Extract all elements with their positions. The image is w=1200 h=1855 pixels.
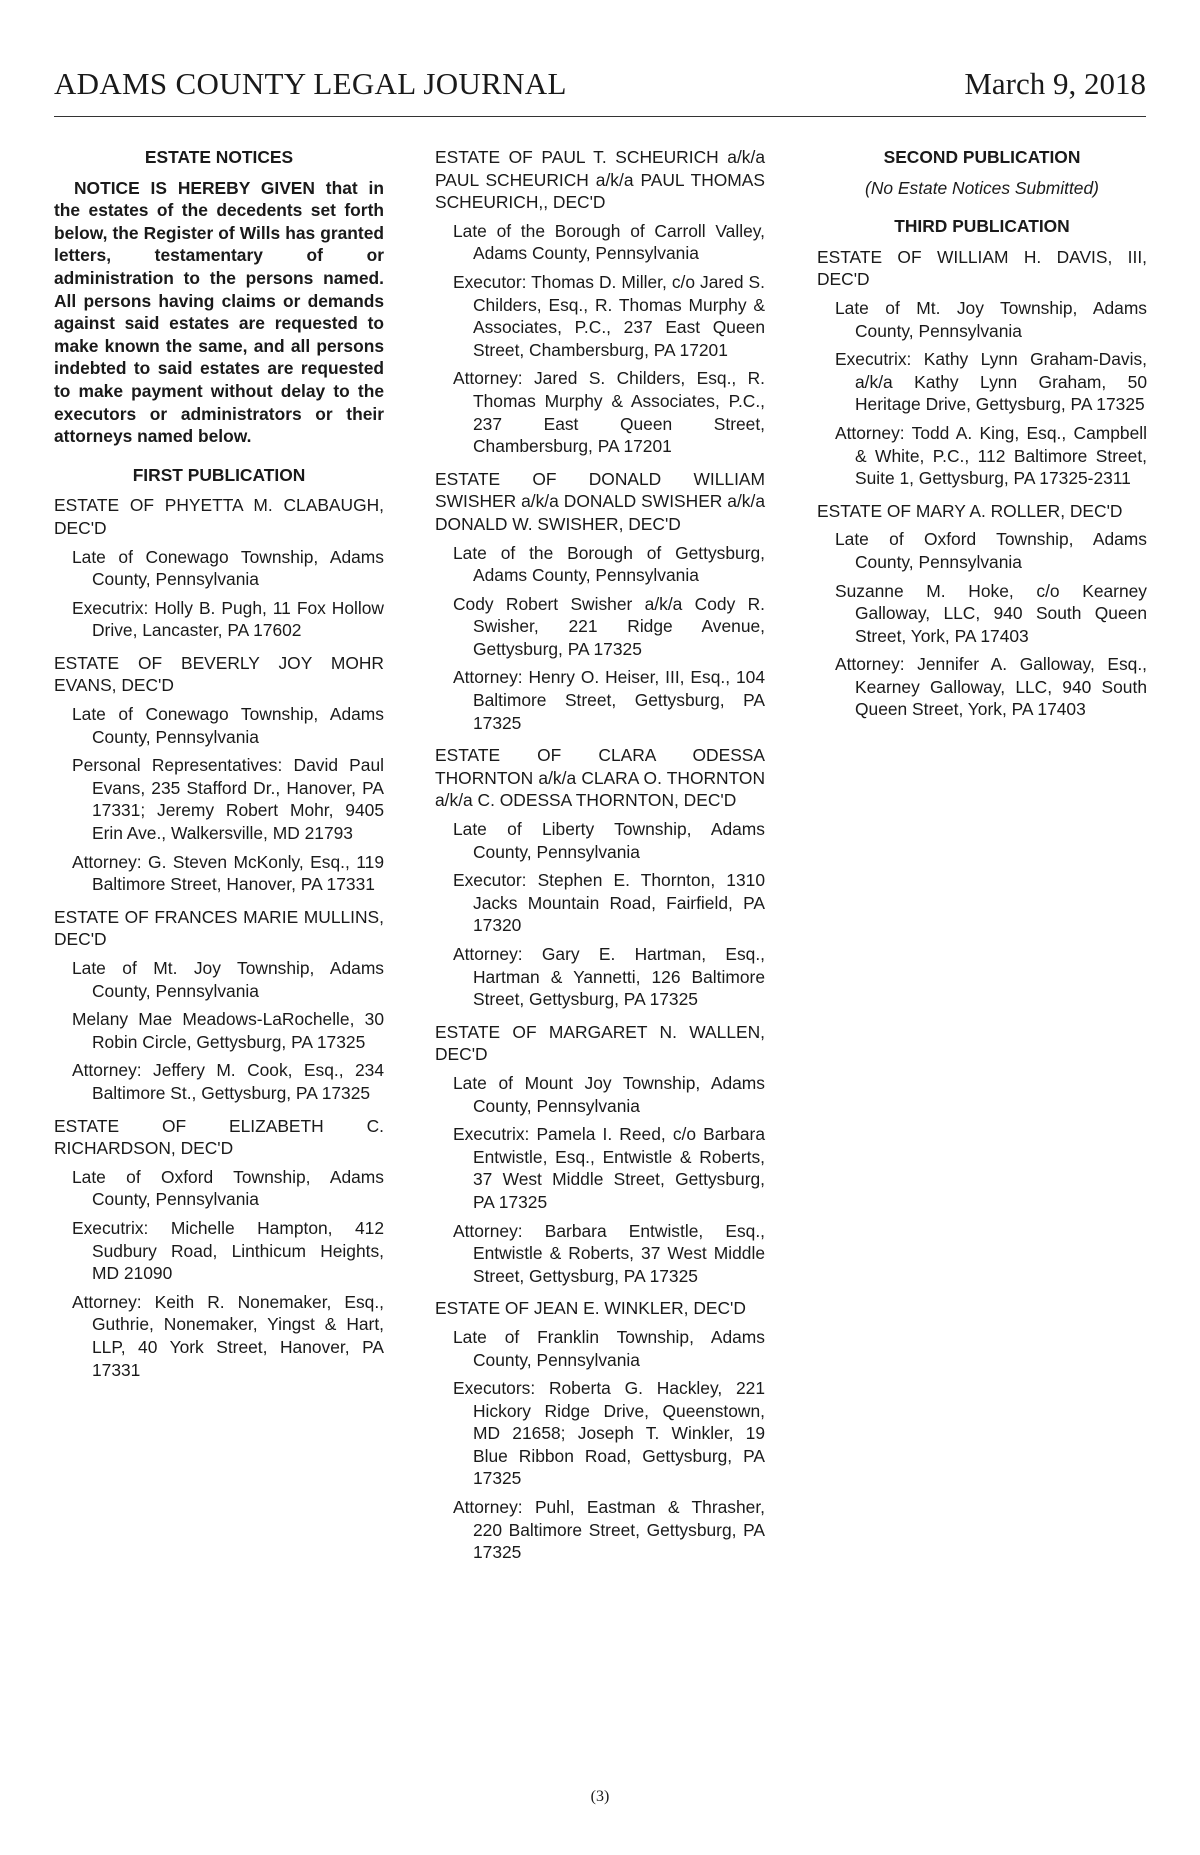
estate-list — [54, 494, 384, 1381]
estate-detail: Executor: Thomas D. Miller, c/o Jared S. Childers, Esq., R. Thomas Murphy & Associates, P.C., 237 East Queen Street, Chambersburg, PA 17201 — [453, 271, 765, 360]
estate-name: ESTATE OF DONALD WILLIAM SWISHER a/k/a DONALD SWISHER a/k/a DONALD W. SWISHER, DEC'D — [435, 468, 765, 534]
journal-title: ADAMS COUNTY LEGAL JOURNAL — [54, 66, 567, 101]
estate-name: ESTATE OF PHYETTA M. CLABAUGH, DEC'D — [54, 495, 384, 538]
estate-entry — [54, 494, 384, 642]
estate-detail: Executors: Roberta G. Hackley, 221 Hickory Ridge Drive, Queenstown, MD 21658; Joseph T. Winkler, 19 Blue Ribbon Road, Gettysburg, PA 17325 — [453, 1378, 765, 1489]
first-publication-title: FIRST PUBLICATION — [132, 464, 306, 485]
estate-detail: Late of Mt. Joy Township, Adams County, Pennsylvania — [72, 958, 384, 1001]
estate-entry — [435, 1297, 765, 1564]
estate-detail: Attorney: Henry O. Heiser, III, Esq., 104 Baltimore Street, Gettysburg, PA 17325 — [453, 667, 765, 733]
estate-detail: Suzanne M. Hoke, c/o Kearney Galloway, LLC, 940 South Queen Street, York, PA 17403 — [835, 580, 1147, 646]
estate-entry — [817, 500, 1147, 721]
estate-notices-title: ESTATE NOTICES — [144, 147, 294, 167]
estate-detail: Late of Franklin Township, Adams County, Pennsylvania — [453, 1326, 765, 1370]
estate-detail: Attorney: Barbara Entwistle, Esq., Entwistle & Roberts, 37 West Middle Street, Gettysburg, PA 17325 — [453, 1220, 765, 1286]
no-notices-note: (No Estate Notices Submitted) — [865, 177, 1099, 198]
estate-entry — [435, 468, 765, 735]
estate-detail: Late of Liberty Township, Adams County, Pennsylvania — [453, 819, 765, 862]
estate-detail: Attorney: Puhl, Eastman & Thrasher, 220 Baltimore Street, Gettysburg, PA 17325 — [453, 1497, 765, 1563]
estate-detail: Late of the Borough of Carroll Valley, Adams County, Pennsylvania — [453, 220, 765, 264]
estate-name: ESTATE OF ELIZABETH C. RICHARDSON, DEC'D — [54, 1115, 384, 1159]
estate-detail: Late of Conewago Township, Adams County, Pennsylvania — [72, 704, 384, 747]
estate-entry — [54, 652, 384, 896]
page-number: (3) — [590, 1788, 610, 1805]
estate-detail: Attorney: Jeffery M. Cook, Esq., 234 Baltimore St., Gettysburg, PA 17325 — [72, 1060, 384, 1103]
second-publication-title: SECOND PUBLICATION — [883, 147, 1081, 167]
estate-detail: Melany Mae Meadows-LaRochelle, 30 Robin Circle, Gettysburg, PA 17325 — [72, 1009, 384, 1052]
third-publication-title: THIRD PUBLICATION — [894, 216, 1070, 237]
estate-detail: Attorney: Todd A. King, Esq., Campbell & White, P.C., 112 Baltimore Street, Suite 1, Gettysburg, PA 17325-2311 — [835, 422, 1147, 489]
estate-detail: Attorney: Keith R. Nonemaker, Esq., Guthrie, Nonemaker, Yingst & Hart, LLP, 40 York Street, Hanover, PA 17331 — [72, 1291, 384, 1380]
estate-detail: Executrix: Kathy Lynn Graham-Davis, a/k/a Kathy Lynn Graham, 50 Heritage Drive, Gettysburg, PA 17325 — [835, 349, 1147, 415]
estate-name: ESTATE OF BEVERLY JOY MOHR EVANS, DEC'D — [54, 652, 384, 696]
estate-entry — [435, 146, 765, 458]
page-header — [54, 60, 1146, 117]
estate-entry — [435, 744, 765, 1011]
estate-detail: Late of Mt. Joy Township, Adams County, Pennsylvania — [835, 297, 1147, 341]
estate-detail: Late of the Borough of Gettysburg, Adams County, Pennsylvania — [453, 542, 765, 586]
estate-entry — [54, 1115, 384, 1382]
estate-name: ESTATE OF WILLIAM H. DAVIS, III, DEC'D — [817, 246, 1147, 290]
estate-list — [435, 146, 765, 1564]
estate-detail: Executrix: Michelle Hampton, 412 Sudbury Road, Linthicum Heights, MD 21090 — [72, 1217, 384, 1284]
estate-detail: Late of Oxford Township, Adams County, Pennsylvania — [72, 1166, 384, 1210]
estate-detail: Executrix: Pamela I. Reed, c/o Barbara Entwistle, Esq., Entwistle & Roberts, 37 West Middle Street, Gettysburg, PA 17325 — [453, 1124, 765, 1212]
estate-detail: Personal Representatives: David Paul Evans, 235 Stafford Dr., Hanover, PA 17331; Jeremy Robert Mohr, 9405 Erin Ave., Walkersville, MD 21793 — [72, 755, 384, 844]
estate-name: ESTATE OF FRANCES MARIE MULLINS, DEC'D — [54, 906, 384, 950]
column-1 — [54, 146, 384, 1391]
estate-entry — [817, 246, 1147, 490]
estate-name: ESTATE OF CLARA ODESSA THORNTON a/k/a CLARA O. THORNTON a/k/a C. ODESSA THORNTON, DEC'D — [435, 745, 765, 811]
estate-entry — [435, 1021, 765, 1288]
column-3 — [817, 146, 1147, 731]
estate-detail: Late of Oxford Township, Adams County, Pennsylvania — [835, 529, 1147, 572]
estate-name: ESTATE OF MARGARET N. WALLEN, DEC'D — [435, 1021, 765, 1065]
estate-detail: Attorney: G. Steven McKonly, Esq., 119 Baltimore Street, Hanover, PA 17331 — [72, 851, 384, 895]
estate-detail: Attorney: Gary E. Hartman, Esq., Hartman & Yannetti, 126 Baltimore Street, Gettysburg, PA 17325 — [453, 944, 765, 1010]
estate-detail: Attorney: Jennifer A. Galloway, Esq., Kearney Galloway, LLC, 940 South Queen Street, York, PA 17403 — [835, 654, 1147, 720]
estate-entry — [54, 906, 384, 1105]
notice-intro: NOTICE IS HEREBY GIVEN that in the estates of the decedents set forth below, the Register of Wills has granted letters, testamentary of or administration to the persons named. All persons having claims or demands against said estates are requested to make known the same, and all persons indebted to said estates are requested to make payment without delay to the executors or administrators or their attorneys named below. — [54, 177, 384, 447]
estate-detail: Executrix: Holly B. Pugh, 11 Fox Hollow Drive, Lancaster, PA 17602 — [72, 597, 384, 641]
estate-list — [817, 246, 1147, 721]
column-2 — [435, 146, 765, 1574]
issue-date: March 9, 2018 — [964, 66, 1146, 101]
estate-detail: Cody Robert Swisher a/k/a Cody R. Swisher, 221 Ridge Avenue, Gettysburg, PA 17325 — [453, 593, 765, 659]
estate-detail: Late of Mount Joy Township, Adams County, Pennsylvania — [453, 1072, 765, 1116]
estate-detail: Attorney: Jared S. Childers, Esq., R. Thomas Murphy & Associates, P.C., 237 East Queen Street, Chambersburg, PA 17201 — [453, 368, 765, 457]
estate-name: ESTATE OF PAUL T. SCHEURICH a/k/a PAUL SCHEURICH a/k/a PAUL THOMAS SCHEURICH,, DEC'D — [435, 147, 765, 213]
estate-name: ESTATE OF MARY A. ROLLER, DEC'D — [817, 500, 1123, 521]
estate-detail: Late of Conewago Township, Adams County, Pennsylvania — [72, 546, 384, 590]
estate-detail: Executor: Stephen E. Thornton, 1310 Jacks Mountain Road, Fairfield, PA 17320 — [453, 870, 765, 936]
estate-name: ESTATE OF JEAN E. WINKLER, DEC'D — [435, 1298, 746, 1319]
